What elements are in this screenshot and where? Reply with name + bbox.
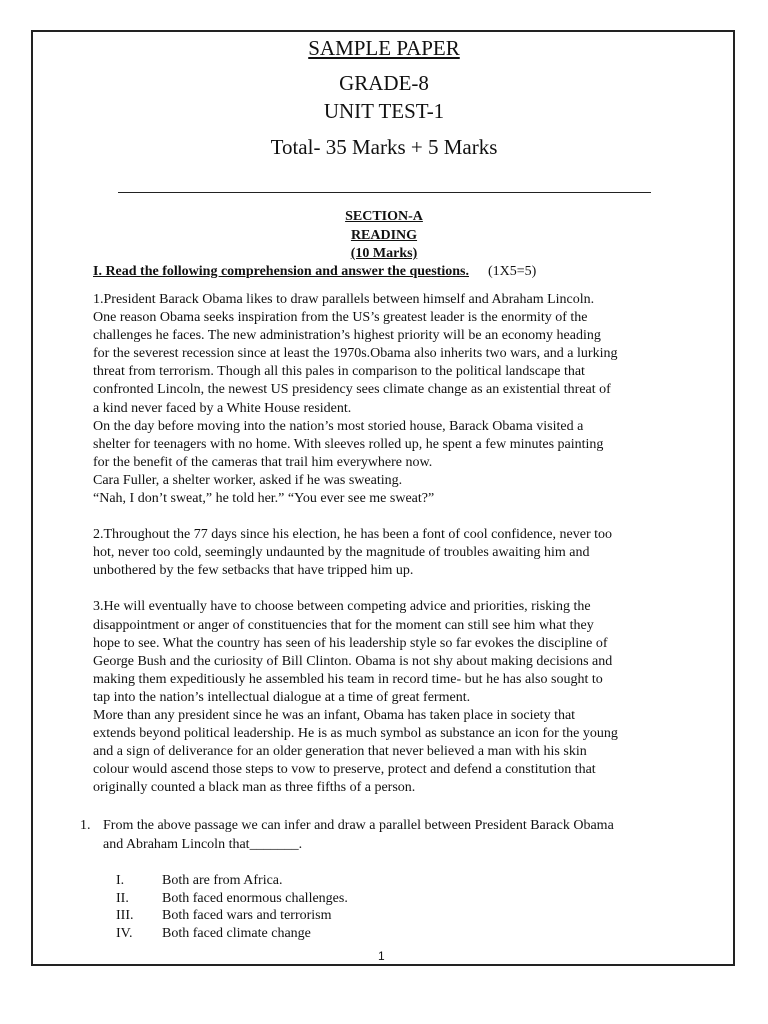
- page-number: 1: [378, 949, 385, 963]
- passage-line: a kind never faced by a White House resident.: [93, 400, 352, 416]
- option-text: Both faced wars and terrorism: [162, 908, 332, 924]
- passage-line: colour would ascend those steps to vow to preserve, protect and defend a constitution that: [93, 762, 596, 778]
- option-numeral: IV.: [116, 925, 133, 941]
- question-text: [103, 817, 723, 854]
- passage-line: One reason Obama seeks inspiration from the US’s greatest leader is the enormity of the: [93, 310, 588, 326]
- passage-line: hope to see. What the country has seen of his leadership style so far evokes the discipline of: [93, 635, 608, 651]
- section-marks: (10 Marks): [350, 246, 418, 261]
- option-numeral: III.: [116, 908, 134, 924]
- passage-line: 2.Throughout the 77 days since his election, he has been a font of cool confidence, never too: [93, 527, 613, 543]
- passage-line: confronted Lincoln, the newest US presidency sees climate change as an existential threat of: [93, 382, 611, 398]
- passage-line: for the benefit of the cameras that trail him everywhere now.: [93, 454, 433, 470]
- question-line: and Abraham Lincoln that_______.: [103, 836, 303, 852]
- section-type: READING: [350, 228, 418, 243]
- section-name: SECTION-A: [345, 209, 423, 224]
- total-marks: Total- 35 Marks + 5 Marks: [270, 135, 498, 159]
- option-numeral: II.: [116, 890, 129, 906]
- instruction: [93, 264, 536, 280]
- instruction-text: I. Read the following comprehension and answer the questions.: [93, 264, 469, 279]
- passage-line: Cara Fuller, a shelter worker, asked if he was sweating.: [93, 472, 403, 488]
- question-number: 1.: [80, 818, 91, 833]
- option-numeral: I.: [116, 873, 125, 888]
- passage-line: 1.President Barack Obama likes to draw parallels between himself and Abraham Lincoln.: [93, 292, 595, 307]
- instruction-marks: (1X5=5): [487, 264, 537, 279]
- passage-line: originally counted a black man as three fifths of a person.: [93, 780, 416, 796]
- passage-line: challenges he faces. The new administration’s highest priority will be an economy heading: [93, 328, 601, 344]
- passage-line: disappointment or anger of constituencies that for the moment can still see him what they: [93, 617, 594, 633]
- passage-line: More than any president since he was an infant, Obama has taken place in society that: [93, 707, 576, 723]
- comprehension-passage: [93, 291, 693, 797]
- passage-line: shelter for teenagers with no home. With sleeves rolled up, he spent a few minutes painting: [93, 436, 604, 452]
- passage-line: “Nah, I don’t sweat,” he told her.” “You ever see me sweat?”: [93, 491, 435, 507]
- paper-title: SAMPLE PAPER: [308, 36, 460, 60]
- passage-line: and a sign of deliverance for an older generation that never believed a man with his skin: [93, 744, 587, 760]
- passage-line: hot, never too cold, seemingly undaunted by the magnitude of troubles awaiting him and: [93, 545, 590, 561]
- passage-line: 3.He will eventually have to choose between competing advice and priorities, risking the: [93, 599, 591, 615]
- option-text: Both are from Africa.: [162, 873, 283, 888]
- grade-heading: GRADE-8: [339, 71, 429, 95]
- passage-line: extends beyond political leadership. He is as much symbol as substance an icon for the young: [93, 726, 618, 742]
- passage-line: for the severest recession since at least the 1970s.Obama also inherits two wars, and a lurking: [93, 346, 618, 362]
- question-line: From the above passage we can infer and draw a parallel between President Barack Obama: [103, 818, 614, 833]
- divider-line: [118, 192, 651, 193]
- passage-line: making them expeditiously he assembled his team in record time- but he has also sought to: [93, 671, 603, 687]
- passage-line: threat from terrorism. Though all this pales in comparison to the political landscape that: [93, 364, 585, 380]
- test-heading: UNIT TEST-1: [323, 99, 445, 123]
- passage-line: On the day before moving into the nation’s most storied house, Barack Obama visited a: [93, 418, 584, 434]
- option-text: Both faced enormous challenges.: [162, 890, 348, 906]
- passage-line: tap into the nation’s intellectual dialogue at a time of great ferment.: [93, 689, 471, 705]
- passage-line: unbothered by the few setbacks that have tripped him up.: [93, 563, 414, 579]
- passage-line: George Bush and the curiosity of Bill Clinton. Obama is not shy about making decisions and: [93, 653, 613, 669]
- option-text: Both faced climate change: [162, 925, 311, 941]
